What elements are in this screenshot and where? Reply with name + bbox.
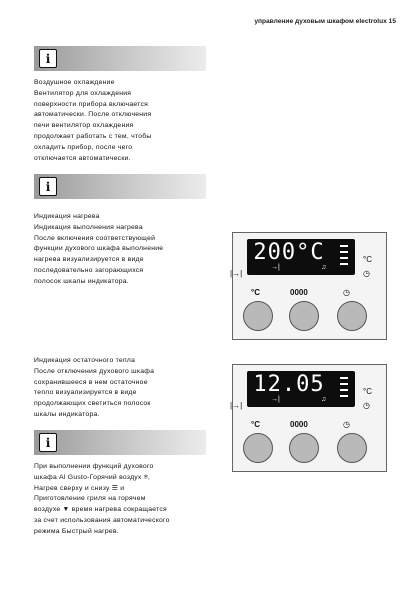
timer-button-label: ◷	[343, 288, 350, 297]
text-line: Воздушное охлаждение	[34, 79, 115, 86]
control-panel-residual	[232, 364, 387, 472]
temperature-button-label: °C	[251, 288, 260, 297]
text-line: последовательно загорающихся	[34, 266, 144, 274]
text-line: воздухе ▼ время нагрева сокращается	[34, 506, 167, 514]
text-line: Вентилятор для охлаждения	[34, 89, 132, 97]
text-line: продолжающих светиться полосок	[34, 400, 151, 408]
text-line: После отключения духового шкафа	[34, 367, 155, 375]
text-line: автоматически. После отключения	[34, 111, 152, 119]
temperature-unit-icon: °C	[363, 387, 372, 396]
time-button[interactable]	[289, 301, 319, 331]
text-line: полосок шкалы индикатора.	[34, 277, 129, 285]
text-line: поверхности прибора включается	[34, 100, 149, 108]
display-digits: 200°C	[253, 240, 325, 265]
temperature-button[interactable]	[243, 301, 273, 331]
text-line: Индикация остаточного тепла	[34, 357, 136, 364]
ventilation-text	[34, 78, 152, 164]
text-line: После включения соответствующей	[34, 234, 156, 242]
temperature-button[interactable]	[243, 433, 273, 463]
info-bar	[34, 174, 206, 199]
info-bar	[34, 46, 206, 71]
text-line: шкафа Al Gusto-Горячий воздух ⍟,	[34, 473, 151, 481]
bell-icon: ♫	[321, 396, 327, 403]
info-icon: i	[39, 177, 57, 196]
info-icon: i	[39, 433, 57, 452]
info-icon: i	[39, 49, 57, 68]
text-line: шкалы индикатора.	[34, 410, 100, 418]
bell-icon: ♫	[321, 264, 327, 271]
end-time-icon: →|	[271, 396, 280, 403]
end-time-icon: →|	[271, 264, 280, 271]
text-line: печи вентилятор охлаждения	[34, 122, 134, 130]
quick-heat-note-text	[34, 462, 170, 538]
info-bar	[34, 430, 206, 455]
oven-display	[247, 239, 355, 275]
duration-icon: |→|	[230, 269, 243, 278]
timer-button-label: ◷	[343, 420, 350, 429]
duration-icon: |→|	[230, 401, 243, 410]
heating-bars-indicator	[340, 377, 348, 401]
text-line: охладить прибор, после чего	[34, 143, 133, 151]
display-digits: 12.05	[253, 372, 325, 397]
text-line: При выполнении функций духового	[34, 463, 154, 470]
time-button-label: 0000	[290, 420, 308, 429]
text-line: функции духового шкафа выполнение	[34, 245, 164, 253]
text-line: за счет использования автоматического	[34, 516, 170, 524]
text-line: режима Быстрый нагрев.	[34, 527, 119, 535]
heating-indication-text	[34, 212, 163, 288]
time-button-label: 0000	[290, 288, 308, 297]
timer-button[interactable]	[337, 433, 367, 463]
clock-icon: ◷	[363, 269, 370, 278]
text-line: Индикация нагрева	[34, 213, 100, 220]
text-line: Индикация выполнения нагрева	[34, 223, 143, 231]
text-line: отключается автоматически.	[34, 154, 131, 162]
temperature-button-label: °C	[251, 420, 260, 429]
text-line: сохранившееся в нем остаточное	[34, 378, 148, 386]
heating-bars-indicator	[340, 245, 348, 269]
text-line: Нагрев сверху и снизу ☰ и	[34, 484, 125, 492]
text-line: продолжает работать с тем, чтобы	[34, 132, 152, 140]
temperature-unit-icon: °C	[363, 255, 372, 264]
time-button[interactable]	[289, 433, 319, 463]
clock-icon: ◷	[363, 401, 370, 410]
text-line: Приготовление гриля на горячем	[34, 495, 146, 503]
text-line: тепло визуализируется в виде	[34, 389, 137, 397]
oven-display	[247, 371, 355, 407]
control-panel-heating	[232, 232, 387, 340]
page-header: управление духовым шкафом electrolux 15	[254, 18, 396, 25]
residual-heat-text	[34, 356, 154, 421]
text-line: нагрева визуализируется в виде	[34, 256, 144, 264]
timer-button[interactable]	[337, 301, 367, 331]
